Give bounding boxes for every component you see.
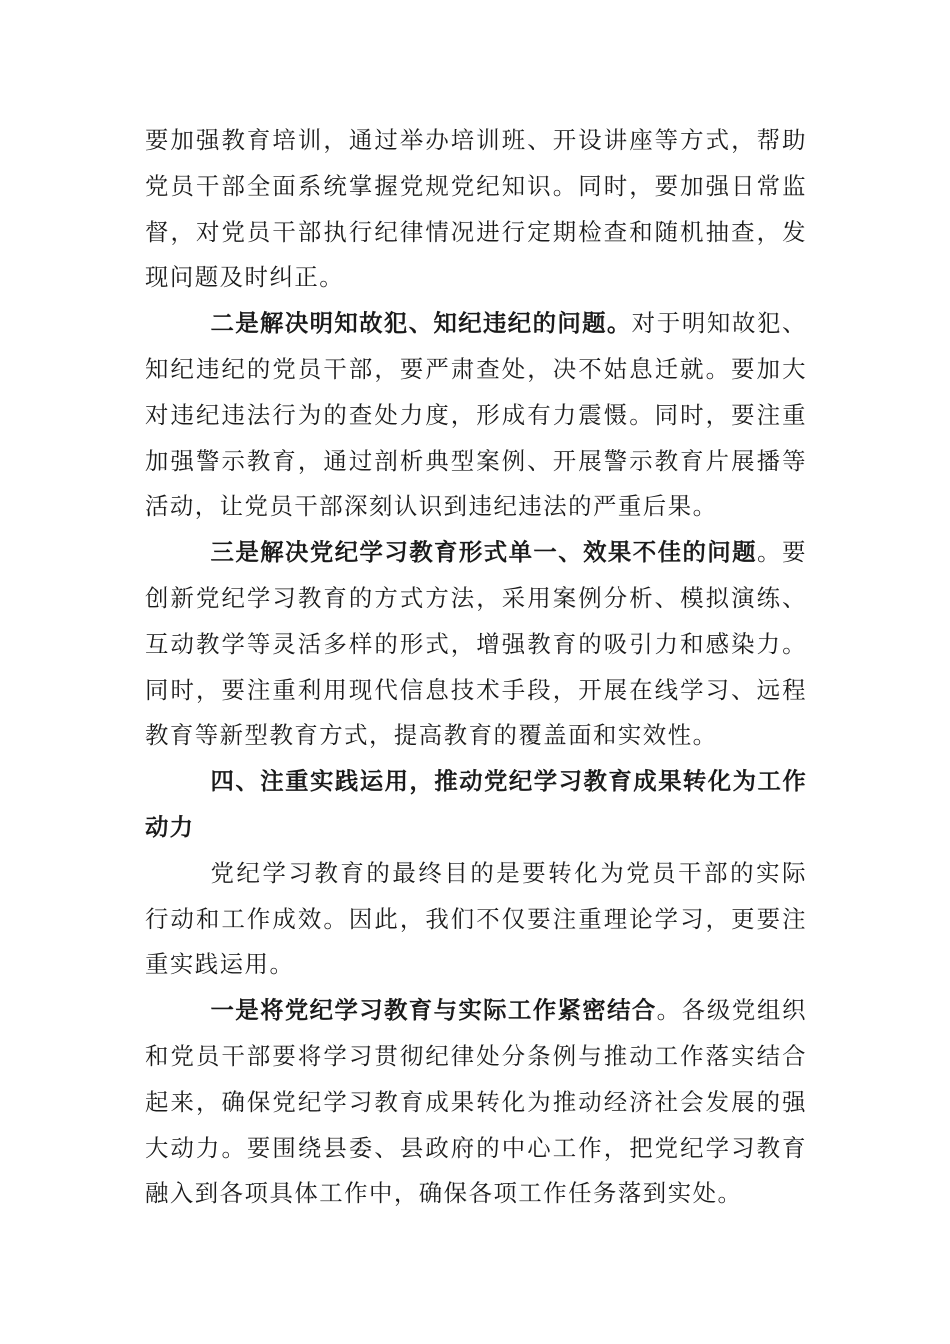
paragraph-text: 对于明知故犯、知纪违纪的党员干部，要严肃查处，决不姑息迁就。要加大对违纪违法行为的查处力度，形成有力震慑。同时，要注重加强警示教育，通过剖析典型案例、开展警示教育片展播等活动，让党员干部深刻认识到违纪违法的严重后果。 (145, 309, 808, 521)
paragraph-final-goal (145, 851, 807, 988)
paragraph-knowing-violation (145, 301, 807, 530)
paragraph-lead: 二是解决明知故犯、知纪违纪的问题。 (210, 309, 632, 338)
paragraph-single-form (145, 530, 807, 759)
paragraph-text: 党纪学习教育的最终目的是要转化为党员干部的实际行动和工作成效。因此，我们不仅要注重理论学习，更要注重实践运用。 (145, 858, 807, 979)
document-body (145, 118, 807, 1217)
paragraph-lead: 三是解决党纪学习教育形式单一、效果不佳的问题 (210, 538, 757, 567)
paragraph-text: 要加强教育培训，通过举办培训班、开设讲座等方式，帮助党员干部全面系统掌握党规党纪知识。同时，要加强日常监督，对党员干部执行纪律情况进行定期检查和随机抽查，发现问题及时纠正。 (145, 126, 807, 292)
paragraph-education-training (145, 118, 807, 301)
paragraph-text: 。要创新党纪学习教育的方式方法，采用案例分析、模拟演练、互动教学等灵活多样的形式，增强教育的吸引力和感染力。同时，要注重利用现代信息技术手段，开展在线学习、远程教育等新型教育方式，提高教育的覆盖面和实效性。 (145, 538, 807, 750)
paragraph-text: 。各级党组织和党员干部要将学习贯彻纪律处分条例与推动工作落实结合起来，确保党纪学习教育成果转化为推动经济社会发展的强大动力。要围绕县委、县政府的中心工作，把党纪学习教育融入到各项具体工作中，确保各项工作任务落到实处。 (145, 996, 807, 1208)
section-heading-four (145, 759, 807, 851)
paragraph-lead: 一是将党纪学习教育与实际工作紧密结合 (210, 996, 657, 1025)
section-heading-text: 四、注重实践运用，推动党纪学习教育成果转化为工作动力 (145, 767, 807, 841)
paragraph-combine-work (145, 988, 807, 1217)
